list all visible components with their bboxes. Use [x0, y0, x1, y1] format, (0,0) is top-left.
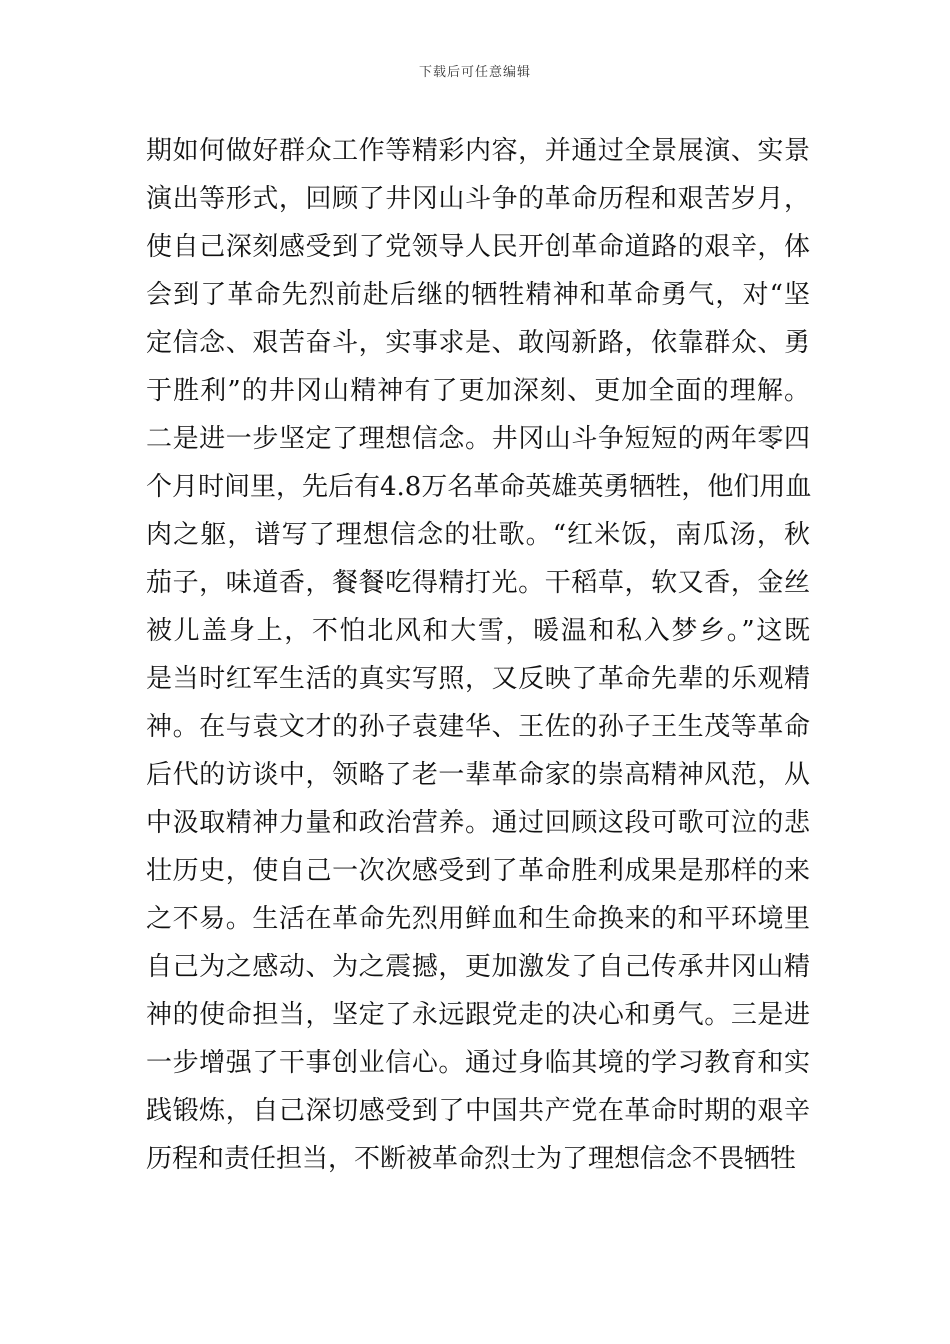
text-line-16: 壮历史，使自己一次次感受到了革命胜利成果是那样的来 — [146, 856, 810, 886]
body-text — [146, 127, 810, 1183]
text-line-20: 一步增强了干事创业信心。通过身临其境的学习教育和实 — [146, 1048, 810, 1078]
text-line-4: 会到了革命先烈前赴后继的牺牲精神和革命勇气，对“坚 — [146, 280, 810, 310]
text-line-12: 是当时红军生活的真实写照，又反映了革命先辈的乐观精 — [146, 664, 810, 694]
text-line-9: 肉之躯，谱写了理想信念的壮歌。“红米饭，南瓜汤，秋 — [146, 520, 810, 550]
text-line-6: 于胜利”的井冈山精神有了更加深刻、更加全面的理解。 — [146, 376, 810, 406]
text-line-18: 自己为之感动、为之震撼，更加激发了自己传承井冈山精 — [146, 952, 810, 982]
text-line-14: 后代的访谈中，领略了老一辈革命家的崇高精神风范，从 — [146, 760, 810, 790]
text-line-3: 使自己深刻感受到了党领导人民开创革命道路的艰辛，体 — [146, 232, 810, 262]
text-line-7: 二是进一步坚定了理想信念。井冈山斗争短短的两年零四 — [146, 424, 810, 454]
page-header: 下载后可任意编辑 — [418, 65, 531, 80]
text-line-22: 历程和责任担当，不断被革命烈士为了理想信念不畏牺牲 — [146, 1144, 797, 1174]
text-line-5: 定信念、艰苦奋斗，实事求是、敢闯新路，依靠群众、勇 — [146, 328, 810, 358]
text-line-1: 期如何做好群众工作等精彩内容，并通过全景展演、实景 — [146, 136, 810, 166]
text-line-2: 演出等形式，回顾了井冈山斗争的革命历程和艰苦岁月， — [146, 184, 810, 214]
text-line-21: 践锻炼，自己深切感受到了中国共产党在革命时期的艰辛 — [146, 1096, 810, 1126]
text-line-13: 神。在与袁文才的孙子袁建华、王佐的孙子王生茂等革命 — [146, 712, 810, 742]
text-line-10: 茄子，味道香，餐餐吃得精打光。干稻草，软又香，金丝 — [146, 568, 810, 598]
text-line-11: 被儿盖身上，不怕北风和大雪，暖温和私入梦乡。”这既 — [146, 616, 810, 646]
text-line-19: 神的使命担当，坚定了永远跟党走的决心和勇气。三是进 — [146, 1000, 810, 1030]
text-line-17: 之不易。生活在革命先烈用鲜血和生命换来的和平环境里 — [146, 904, 810, 934]
text-line-8: 个月时间里，先后有4.8万名革命英雄英勇牺牲，他们用血 — [146, 472, 812, 502]
text-line-15: 中汲取精神力量和政治营养。通过回顾这段可歌可泣的悲 — [146, 808, 810, 838]
